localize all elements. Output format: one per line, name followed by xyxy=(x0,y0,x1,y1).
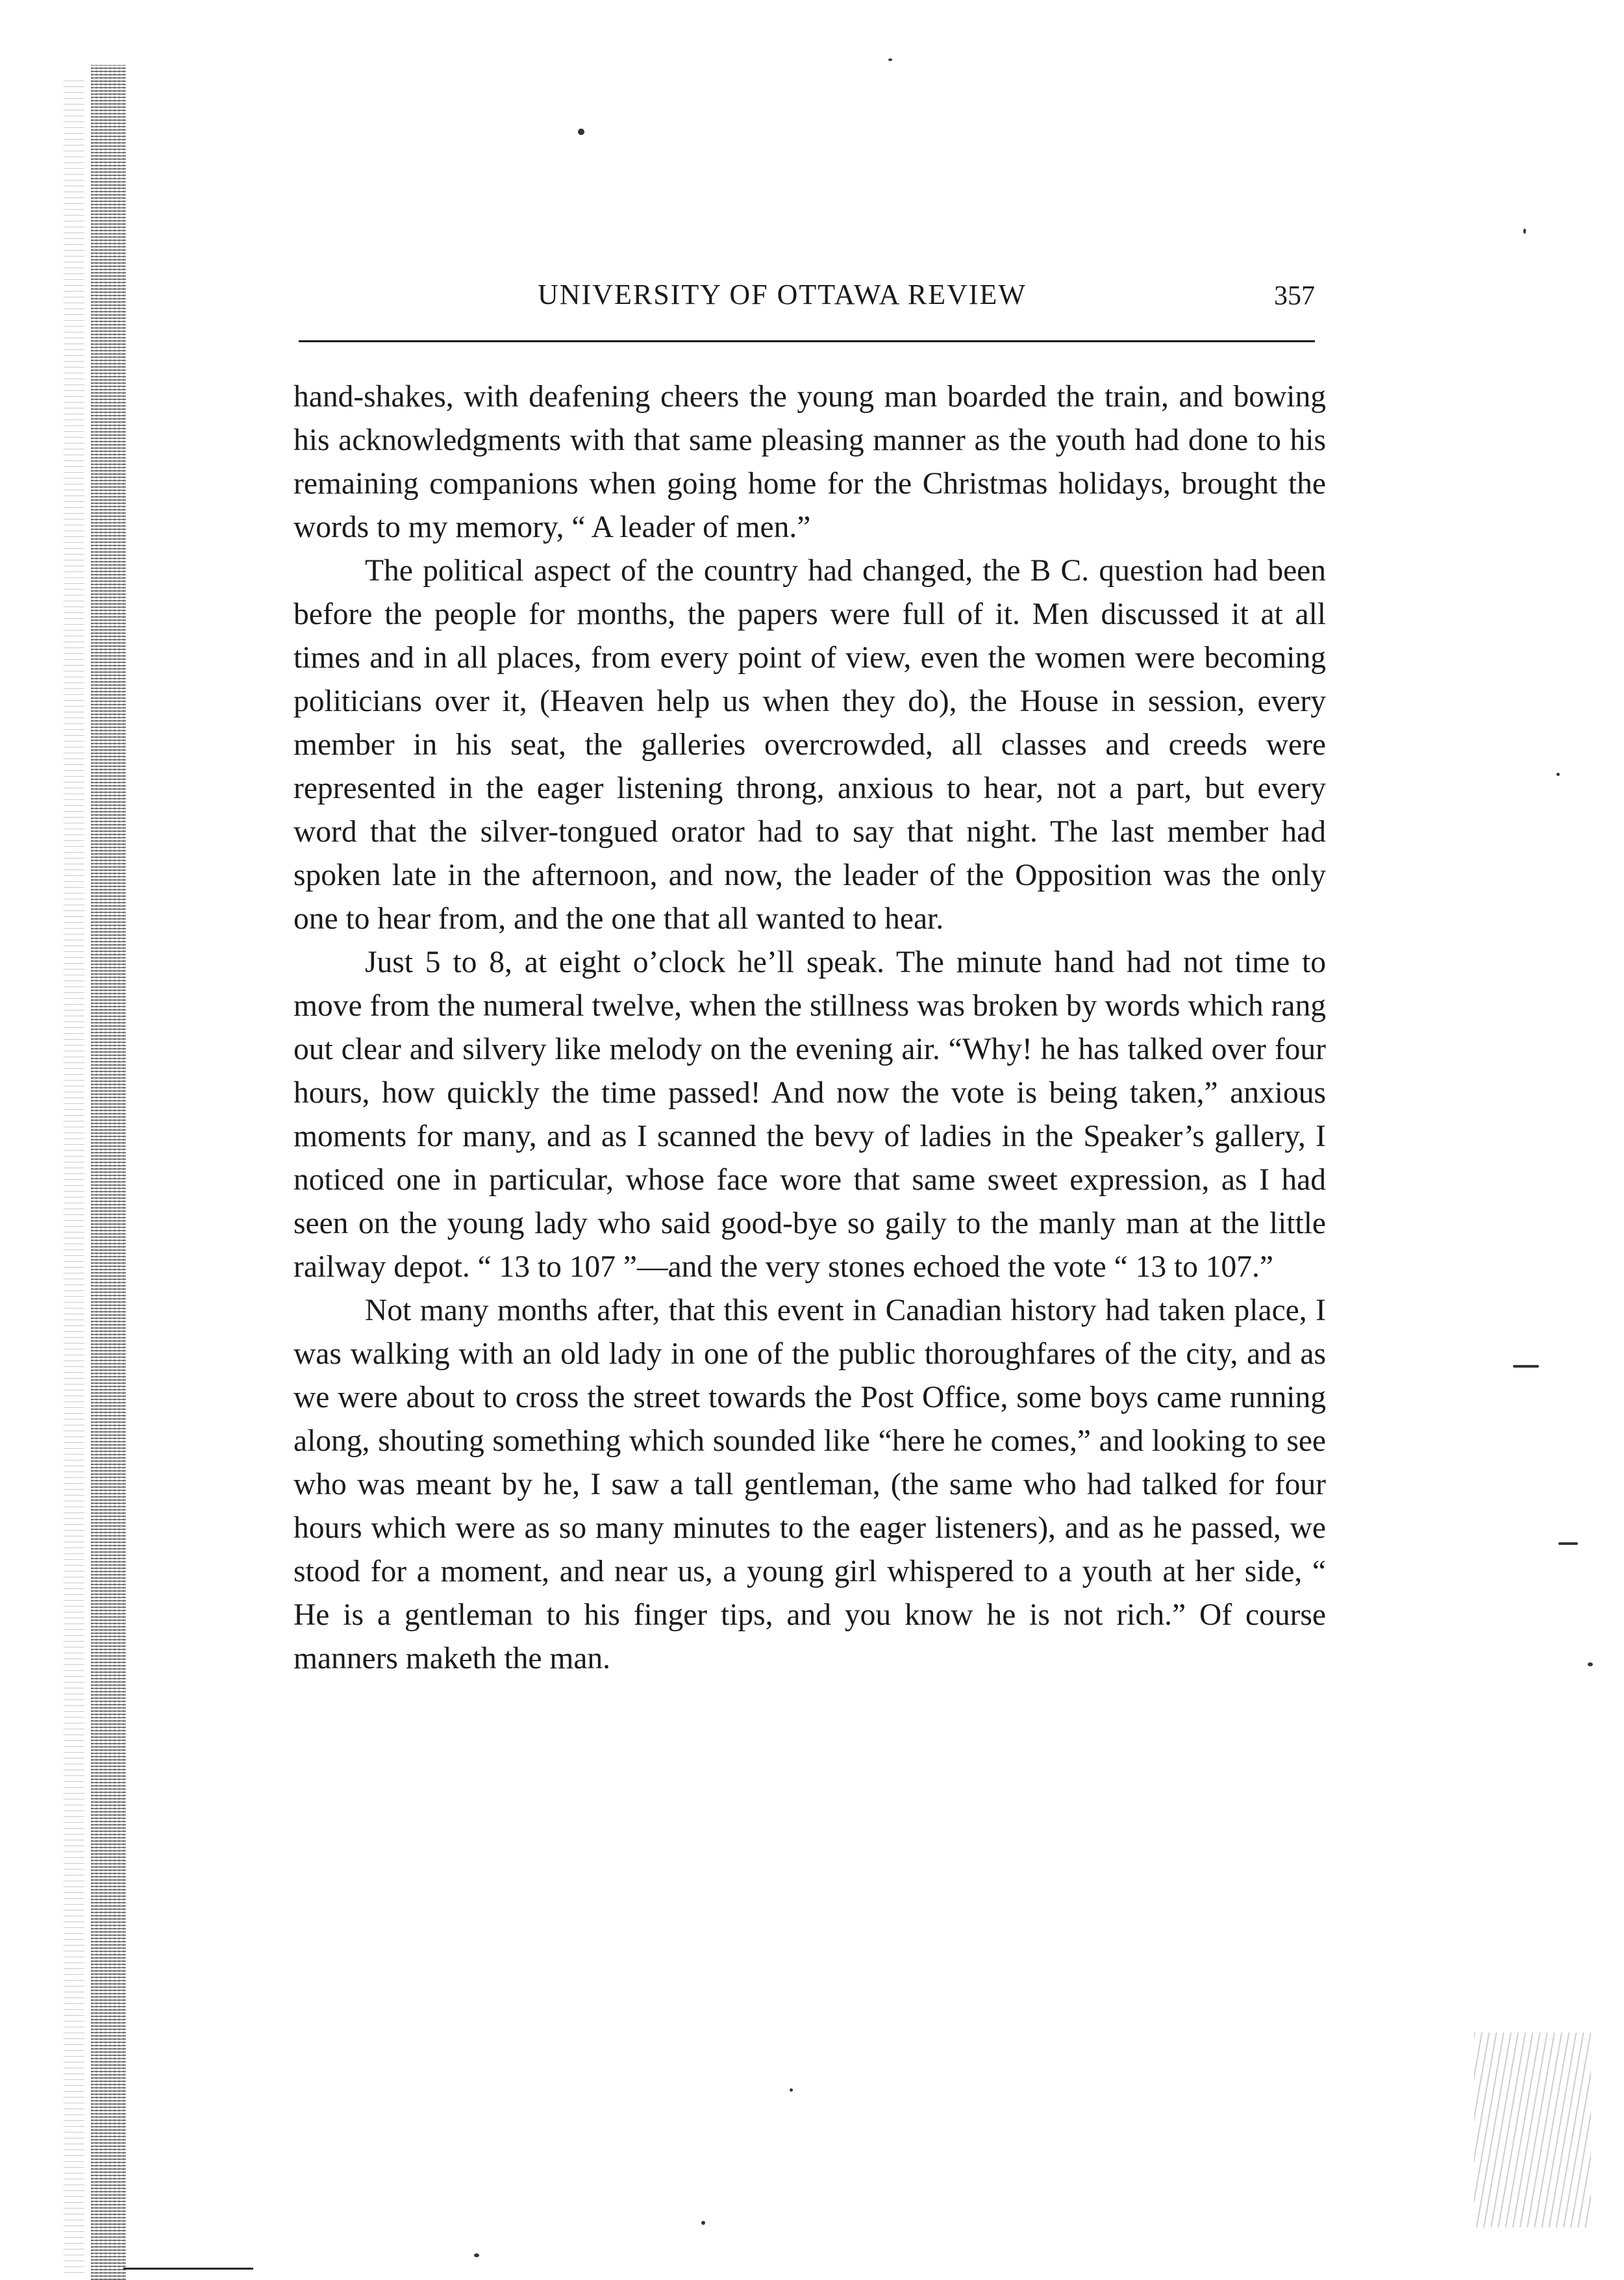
scan-speck xyxy=(1588,1662,1593,1666)
header-rule xyxy=(299,340,1315,342)
running-head xyxy=(299,278,1315,325)
journal-title: UNIVERSITY OF OTTAWA REVIEW xyxy=(538,279,1027,310)
paragraph-continued: hand-shakes, with deafening cheers the young man boarded the train, and bowing his acknowledgments with that same pleasing manner as the youth had done to his remaining companions when going home for the Christmas holidays, brought the words to my memory, “ A leader of men.” xyxy=(294,380,1326,544)
paragraph: The political aspect of the country had changed, the B C. question had been before the people for months, the papers were full of it. Men discussed it at all times and in all places, from every point of view, even the women were becoming politicians over it, (Heaven help us when they do), the House in session, every member in his seat, the galleries overcrowded, all classes and creeds were represented in the eager listening throng, anxious to hear, not a part, but every word that the silver-tongued orator had to say that night. The last member had spoken late in the afternoon, and now, the leader of the Opposition was the only one to hear from, and the one that all wanted to hear. xyxy=(294,554,1326,936)
page-number: 357 xyxy=(1274,281,1315,311)
paragraph: Just 5 to 8, at eight o’clock he’ll speak. The minute hand had not time to move from the numeral twelve, when the stillness was broken by words which rang out clear and silvery like melody on the evening air. “Why! he has talked over four hours, how quickly the time passed! And now the vote is being taken,” anxious moments for many, and as I scanned the bevy of ladies in the Speaker’s gallery, I noticed one in particular, whose face wore that same sweet expression, as I had seen on the young lady who said good-bye so gaily to the manly man at the little railway depot. “ 13 to 107 ”—and the very stones echoed the vote “ 13 to 107.” xyxy=(294,946,1326,1284)
scan-speck xyxy=(1523,229,1526,234)
article-body xyxy=(294,375,1326,1681)
scan-speck xyxy=(701,2221,705,2225)
scan-speck xyxy=(578,129,584,135)
scan-speck xyxy=(1513,1365,1539,1368)
scan-speck xyxy=(1558,1542,1578,1545)
binding-foot-line xyxy=(123,2268,253,2270)
scan-speck xyxy=(790,2088,793,2092)
scan-speck xyxy=(888,58,892,61)
scan-edge-noise xyxy=(1474,2033,1591,2227)
paragraph: Not many months after, that this event in Canadian history had taken place, I was walking with an old lady in one of the public thoroughfares of the city, and as we were about to cross the street towards the Post Office, some boys came running along, shouting something which sounded like “here he comes,” and looking to see who was meant by he, I saw a tall gentleman, (the same who had talked for four hours which were as so many minutes to the eager listeners), and as he passed, we stood for a moment, and near us, a young girl whispered to a youth at her side, “ He is a gentleman to his finger tips, and you know he is not rich.” Of course manners maketh the man. xyxy=(294,1294,1326,1675)
binding-shadow xyxy=(64,78,84,2273)
scan-speck xyxy=(1556,773,1560,776)
scan-speck xyxy=(474,2253,479,2257)
book-binding-edge xyxy=(91,65,126,2280)
